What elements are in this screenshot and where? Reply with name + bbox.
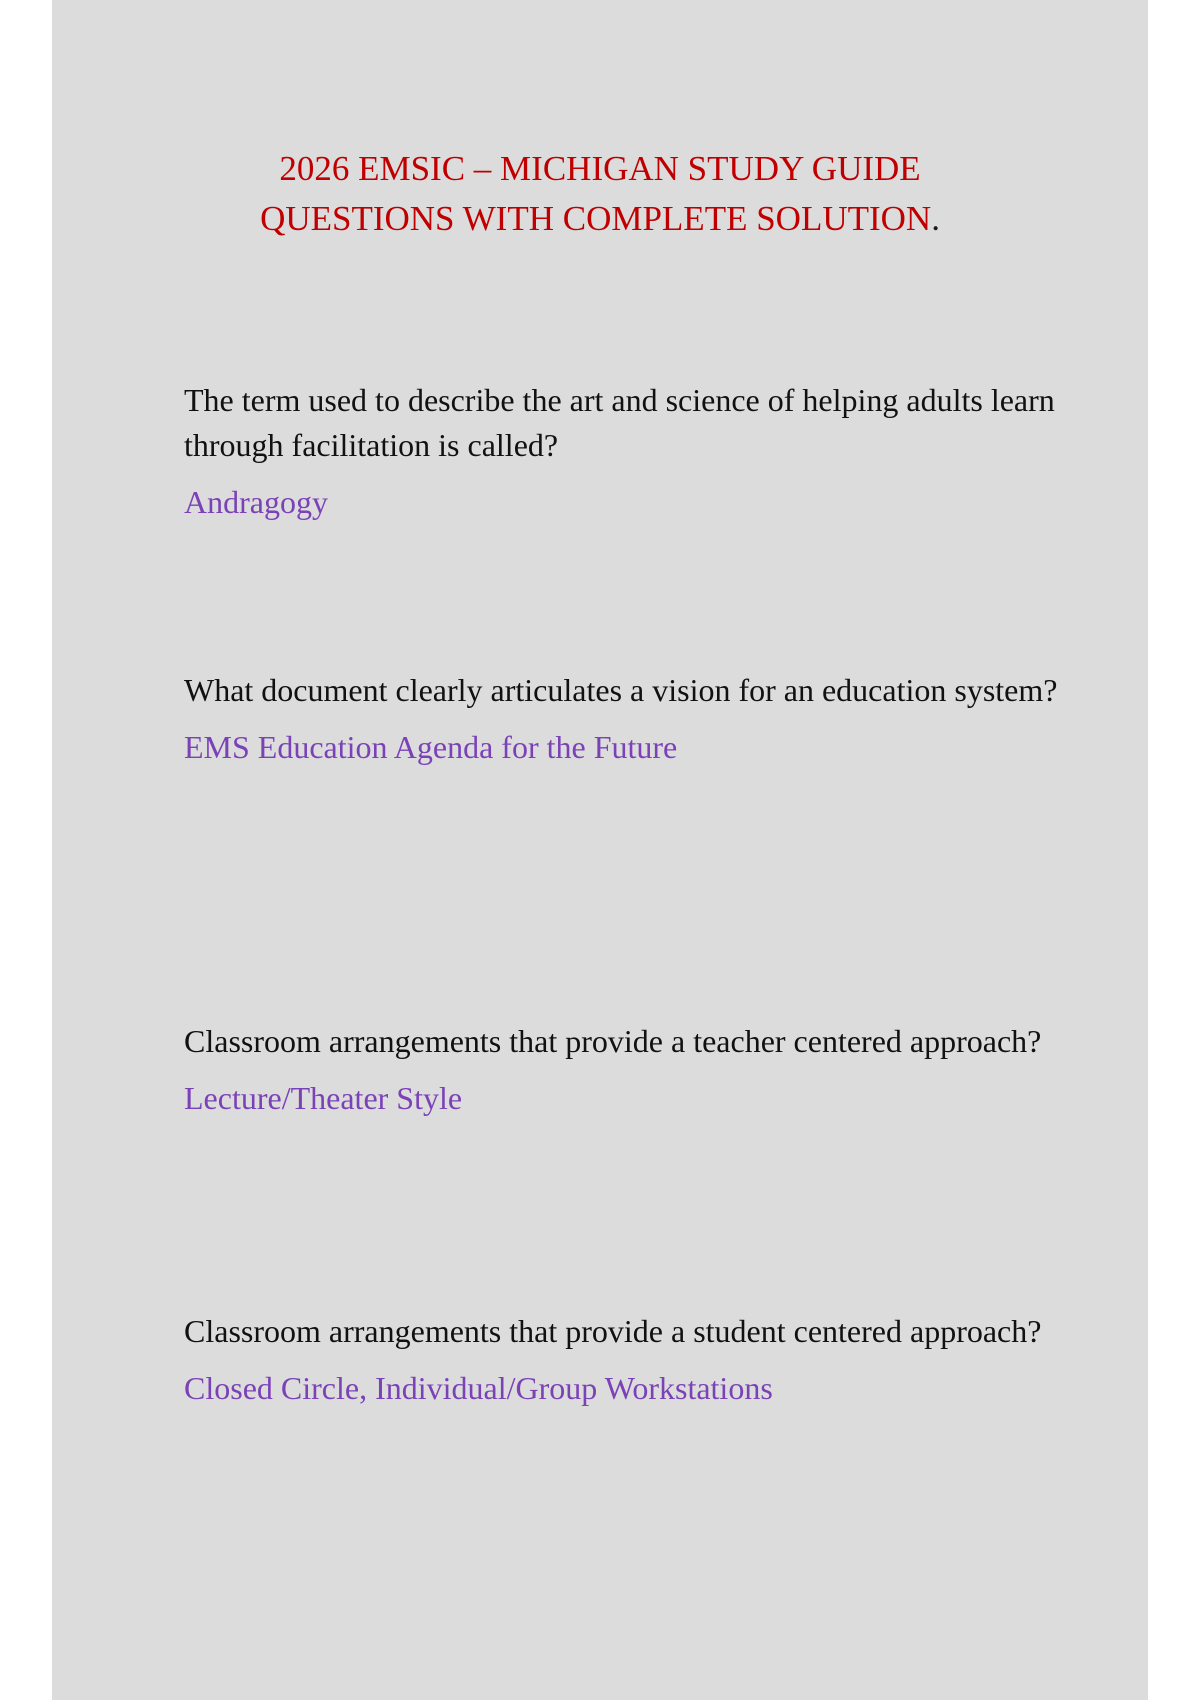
- title-period: .: [931, 199, 940, 238]
- question-text: Classroom arrangements that provide a student centered approach?: [184, 1313, 1042, 1349]
- title-line-2: [52, 194, 1148, 244]
- question-text: Classroom arrangements that provide a teacher centered approach?: [184, 1023, 1042, 1059]
- qa-item-2: [184, 668, 1064, 770]
- answer-text: Closed Circle, Individual/Group Workstations: [184, 1370, 773, 1406]
- question-text: The term used to describe the art and science of helping adults learn through facilitation is called?: [184, 382, 1055, 463]
- title-line-2-text: QUESTIONS WITH COMPLETE SOLUTION: [260, 199, 932, 238]
- question-text: What document clearly articulates a vision for an education system?: [184, 672, 1058, 708]
- answer-text: Andragogy: [184, 484, 328, 520]
- answer-text: EMS Education Agenda for the Future: [184, 729, 678, 765]
- qa-item-3: [184, 1019, 1064, 1121]
- document-title: [52, 144, 1148, 244]
- qa-item-4: [184, 1309, 1064, 1411]
- answer-text: Lecture/Theater Style: [184, 1080, 463, 1116]
- title-line-1: 2026 EMSIC – MICHIGAN STUDY GUIDE: [279, 149, 921, 188]
- qa-item-1: [184, 378, 1064, 525]
- document-page: [52, 0, 1148, 1700]
